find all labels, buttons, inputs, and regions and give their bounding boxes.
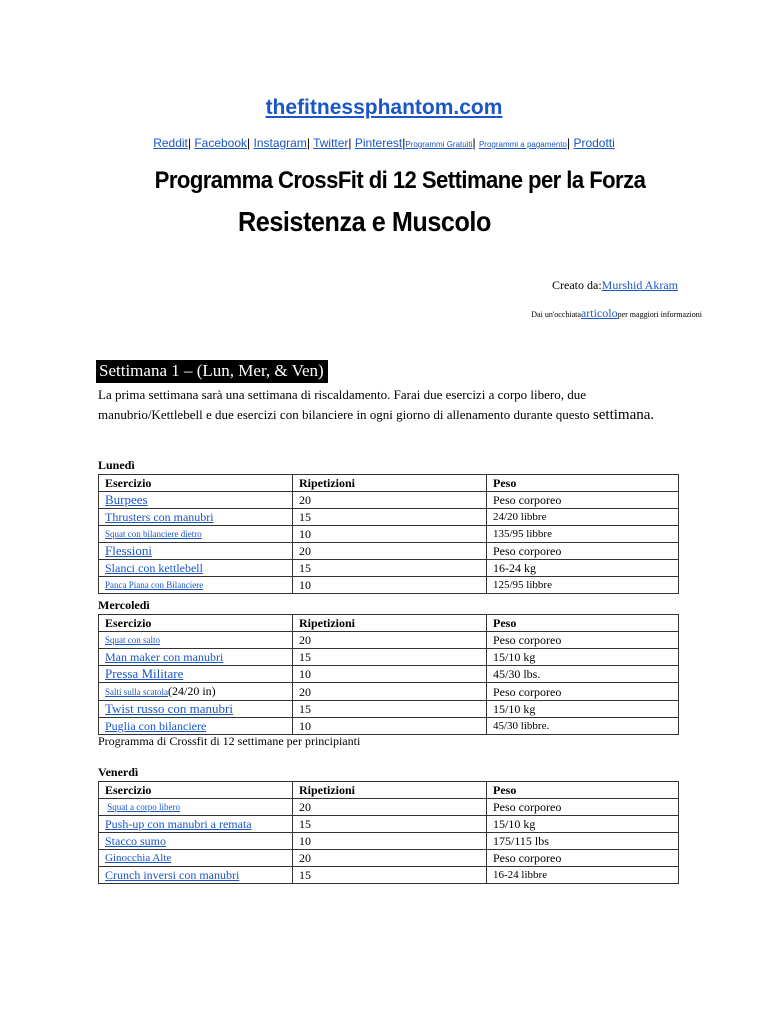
table-header-row	[99, 475, 679, 492]
table-row	[99, 867, 679, 884]
intro-end: settimana.	[592, 407, 655, 423]
weight-cell: Peso corporeo	[487, 799, 679, 816]
link-products[interactable]: Prodotti	[573, 136, 615, 150]
link-twitter[interactable]: Twitter	[313, 136, 349, 150]
header-reps: Ripetizioni	[293, 615, 487, 632]
weight-cell: Peso corporeo	[487, 492, 679, 509]
weight-cell: Peso corporeo	[487, 543, 679, 560]
author-link[interactable]: Murshid Akram	[601, 278, 678, 292]
weight-cell: 45/30 lbs.	[487, 666, 679, 683]
reps-cell: 15	[293, 560, 487, 577]
author-line	[552, 278, 678, 293]
weight-cell: 135/95 libbre	[487, 526, 679, 543]
header-reps: Ripetizioni	[293, 475, 487, 492]
table-row	[99, 850, 679, 867]
reps-cell: 10	[293, 526, 487, 543]
exercise-cell[interactable]: Squat a corpo libero	[99, 799, 293, 816]
table-header-row	[99, 615, 679, 632]
header-reps: Ripetizioni	[293, 782, 487, 799]
day-label-wednesday: Mercoledì	[98, 598, 150, 612]
exercise-cell[interactable]: Twist russo con manubri	[99, 701, 293, 718]
reps-cell: 20	[293, 799, 487, 816]
link-reddit[interactable]: Reddit	[153, 136, 188, 150]
reps-cell: 20	[293, 543, 487, 560]
reps-cell: 20	[293, 632, 487, 649]
table-row	[99, 577, 679, 594]
exercise-cell[interactable]: Man maker con manubri	[99, 649, 293, 666]
exercise-suffix: (24/20 in)	[168, 684, 216, 698]
weight-cell: 15/10 kg	[487, 701, 679, 718]
weight-cell: Peso corporeo	[487, 683, 679, 701]
day-label-friday: Venerdì	[98, 765, 139, 779]
table-row	[99, 509, 679, 526]
weight-cell: 24/20 libbre	[487, 509, 679, 526]
weight-cell: Peso corporeo	[487, 632, 679, 649]
more-suffix: per maggiori informazioni	[617, 310, 702, 319]
day-label-monday: Lunedì	[98, 458, 135, 472]
exercise-cell[interactable]: Salti sulla scatola(24/20 in)	[99, 683, 293, 701]
exercise-cell[interactable]: Panca Piana con Bilanciere	[99, 577, 293, 594]
table-monday	[98, 474, 679, 594]
reps-cell: 15	[293, 649, 487, 666]
reps-cell: 20	[293, 683, 487, 701]
table-row	[99, 701, 679, 718]
site-title[interactable]: thefitnessphantom.com	[265, 96, 503, 119]
reps-cell: 15	[293, 816, 487, 833]
header-exercise: Esercizio	[99, 615, 293, 632]
header-exercise: Esercizio	[99, 475, 293, 492]
more-prefix: Dai un'occhiata	[531, 310, 581, 319]
header-exercise: Esercizio	[99, 782, 293, 799]
header-weight: Peso	[487, 782, 679, 799]
more-info-line	[531, 306, 702, 321]
link-instagram[interactable]: Instagram	[253, 136, 307, 150]
link-paid-programs[interactable]: Programmi a pagamento	[478, 140, 567, 149]
weight-cell: 15/10 kg	[487, 816, 679, 833]
table-wednesday	[98, 614, 679, 735]
exercise-cell[interactable]: Thrusters con manubri	[99, 509, 293, 526]
table-row	[99, 816, 679, 833]
weight-cell: 15/10 kg	[487, 649, 679, 666]
table-row	[99, 833, 679, 850]
week-intro	[98, 385, 678, 425]
title-line-2: Resistenza e Muscolo	[238, 206, 491, 237]
exercise-cell[interactable]: Slanci con kettlebell	[99, 560, 293, 577]
table-row	[99, 543, 679, 560]
weight-cell: 45/30 libbre.	[487, 718, 679, 735]
weight-cell: 16-24 libbre	[487, 867, 679, 884]
weight-cell: 125/95 libbre	[487, 577, 679, 594]
exercise-cell[interactable]: Puglia con bilanciere	[99, 718, 293, 735]
exercise-cell[interactable]: Squat con salto	[99, 632, 293, 649]
weight-cell: 16-24 kg	[487, 560, 679, 577]
exercise-cell[interactable]: Crunch inversi con manubri	[99, 867, 293, 884]
link-pinterest[interactable]: Pinterest	[354, 136, 403, 150]
exercise-cell[interactable]: Squat con bilanciere dietro	[99, 526, 293, 543]
table-row	[99, 526, 679, 543]
reps-cell: 20	[293, 850, 487, 867]
reps-cell: 15	[293, 509, 487, 526]
reps-cell: 10	[293, 718, 487, 735]
link-facebook[interactable]: Facebook	[194, 136, 248, 150]
created-label: Creato da:	[552, 278, 602, 292]
table-row	[99, 649, 679, 666]
table-row	[99, 666, 679, 683]
week-heading: Settimana 1 – (Lun, Mer, & Ven)	[96, 360, 328, 383]
table-row	[99, 560, 679, 577]
title-line-1: Programma CrossFit di 12 Settimane per la Forza	[154, 167, 646, 194]
table-row	[99, 632, 679, 649]
table-row	[99, 683, 679, 701]
exercise-cell[interactable]: Burpees	[99, 492, 293, 509]
reps-cell: 10	[293, 577, 487, 594]
exercise-cell[interactable]: Flessioni	[99, 543, 293, 560]
weight-cell: Peso corporeo	[487, 850, 679, 867]
table-friday	[98, 781, 679, 884]
reps-cell: 15	[293, 701, 487, 718]
exercise-cell[interactable]: Push-up con manubri a remata	[99, 816, 293, 833]
reps-cell: 10	[293, 833, 487, 850]
intro-text: La prima settimana sarà una settimana di riscaldamento. Farai due esercizi a corpo libero, due manubrio/Kettlebell e due esercizi con bilanciere in ogni giorno di allenamento durante questo	[98, 387, 590, 422]
social-links: Reddit| Facebook| Instagram| Twitter| Pinterest|Programmi Gratuiti| Programmi a pagamento| Prodotti	[153, 136, 615, 150]
table-row	[99, 492, 679, 509]
exercise-cell[interactable]: Stacco sumo	[99, 833, 293, 850]
reps-cell: 20	[293, 492, 487, 509]
reps-cell: 15	[293, 867, 487, 884]
header-weight: Peso	[487, 475, 679, 492]
weight-cell: 175/115 lbs	[487, 833, 679, 850]
header-weight: Peso	[487, 615, 679, 632]
table-header-row	[99, 782, 679, 799]
program-note: Programma di Crossfit di 12 settimane per principianti	[98, 734, 361, 748]
link-free-programs[interactable]: Programmi Gratuiti	[405, 140, 473, 149]
exercise-cell[interactable]: Pressa Militare	[99, 666, 293, 683]
table-row	[99, 718, 679, 735]
exercise-cell[interactable]: Ginocchia Alte	[99, 850, 293, 867]
reps-cell: 10	[293, 666, 487, 683]
article-link[interactable]: articolo	[580, 306, 618, 320]
table-row	[99, 799, 679, 816]
